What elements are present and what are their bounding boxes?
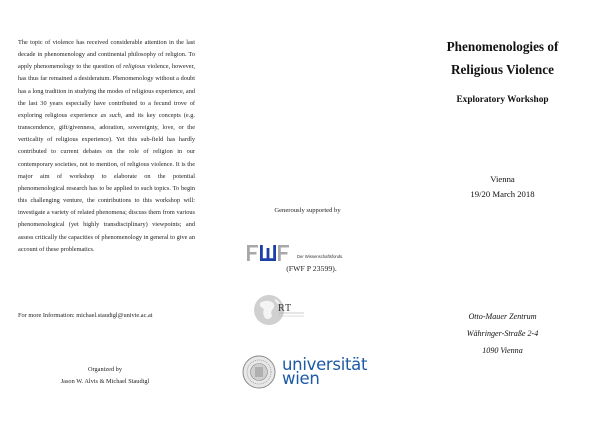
abstract-emphasis: as such — [100, 111, 121, 119]
organized-label: Organized by — [88, 366, 122, 373]
organizers-block — [0, 364, 210, 388]
svg-text:R: R — [278, 303, 285, 314]
event-date: 19/20 March 2018 — [470, 189, 535, 199]
venue-address — [405, 308, 600, 359]
organizers-names: Jason W. Alvis & Michael Staudigl — [60, 378, 150, 385]
event-location-date — [405, 172, 600, 202]
grant-number: (FWF P 23599). — [286, 264, 337, 273]
abstract-text — [18, 37, 195, 256]
university-wordmark — [282, 355, 368, 388]
venue-city: 1090 Vienna — [482, 346, 523, 355]
left-panel — [0, 0, 210, 424]
venue-name: Otto-Mauer Zentrum — [468, 312, 537, 321]
abstract-part: , and its key concepts (e.g. transcendence, gift/givenness, adoration, sovereignty, love, or the verticality of religious experience). Yet this sub-field has hardly contributed to current debates on the role of religion in our contemporary societies, not to mention, of religious violence. It is the major aim of workshop to elaborate on the potential phenomenological research has to be applied to such topics. To begin this challenging venture, the contributions to this workshop will: investigate a variety of related phenomena; discuss them from various phenomenological (yet highly transdisciplinary) viewpoints; and assess critically the capacities of phenomenology in general to give an account of these problematics. — [18, 111, 196, 253]
supported-label: Generously supported by — [274, 207, 341, 214]
event-city: Vienna — [490, 174, 515, 184]
university-seal-icon — [242, 355, 276, 389]
abstract-part: violence, however, has thus far remained a desideratum. Phenomenology without a doubt has a long tradition in studying the modes of religious experience, and the last 30 years especially have contributed to a fecund trove of exploring religious experience — [18, 63, 195, 119]
event-subtitle: Exploratory Workshop — [456, 95, 549, 105]
middle-panel — [210, 0, 405, 424]
university-vienna-logo — [242, 352, 367, 392]
abstract-emphasis: religious — [123, 63, 146, 71]
title-line2: Religious Violence — [451, 62, 554, 77]
right-panel — [405, 0, 600, 424]
rt-logo — [252, 291, 312, 329]
uni-line2: wien — [282, 369, 320, 388]
uni-line1: universität — [282, 355, 368, 374]
fwf-logo — [246, 240, 343, 262]
venue-street: Währinger-Straße 2-4 — [466, 329, 539, 338]
svg-text:T: T — [285, 303, 292, 314]
event-title — [405, 35, 600, 81]
contact-info: For more Information: michael.staudigl@univie.ac.at — [18, 312, 153, 319]
globe-icon — [252, 291, 312, 329]
title-line1: Phenomenologies of — [446, 39, 559, 54]
fwf-tagline: Der Wissenschaftsfonds. — [297, 254, 344, 259]
fwf-logo-icon — [246, 244, 294, 262]
abstract-part: The topic of violence has received considerable attention in the last decade in phenomenology and continental philosophy of religion. To apply phenomenology to the question of — [18, 39, 195, 71]
